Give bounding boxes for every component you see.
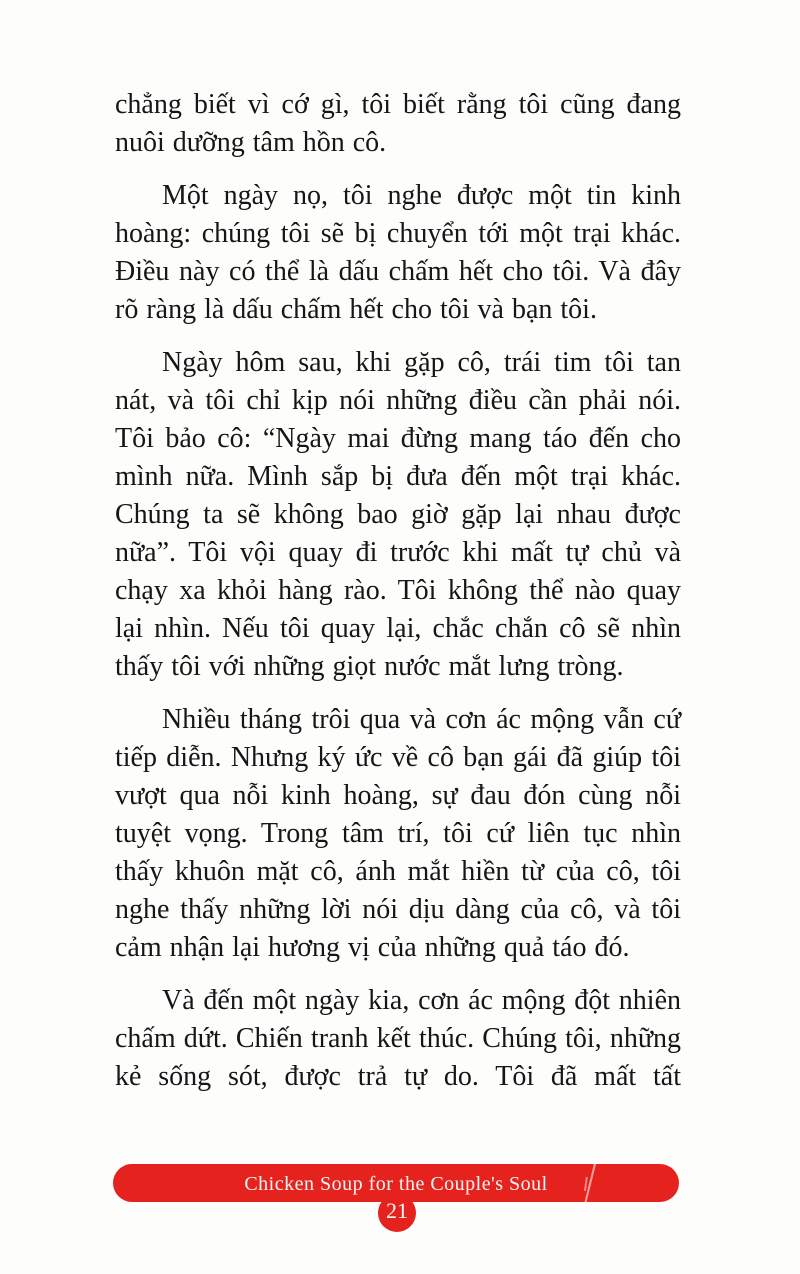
book-title: Chicken Soup for the Couple's Soul bbox=[244, 1172, 548, 1195]
page-number: 21 bbox=[386, 1198, 408, 1223]
page-number-badge bbox=[378, 1194, 416, 1232]
paragraph: Ngày hôm sau, khi gặp cô, trái tim tôi tan nát, và tôi chỉ kịp nói những điều cần phải nói. Tôi bảo cô: “Ngày mai đừng mang táo đến cho mình nữa. Mình sắp bị đưa đến một trại khác. Chúng ta sẽ không bao giờ gặp lại nhau được nữa”. Tôi vội quay đi trước khi mất tự chủ và chạy xa khỏi hàng rào. Tôi không thể nào quay lại nhìn. Nếu tôi quay lại, chắc chắn cô sẽ nhìn thấy tôi với những giọt nước mắt lưng tròng. bbox=[115, 347, 681, 682]
story-text bbox=[115, 86, 681, 1111]
paragraph: Nhiều tháng trôi qua và cơn ác mộng vẫn cứ tiếp diễn. Nhưng ký ức về cô bạn gái đã giúp tôi vượt qua nỗi kinh hoàng, sự đau đón cùng nỗi tuyệt vọng. Trong tâm trí, tôi cứ liên tục nhìn thấy khuôn mặt cô, ánh mắt hiền từ của cô, tôi nghe thấy những lời nói dịu dàng của cô, và tôi cảm nhận lại hương vị của những quả táo đó. bbox=[115, 704, 681, 963]
paragraph-continued: chẳng biết vì cớ gì, tôi biết rằng tôi cũng đang nuôi dưỡng tâm hồn cô. bbox=[115, 89, 681, 158]
paragraph: Và đến một ngày kia, cơn ác mộng đột nhiên chấm dứt. Chiến tranh kết thúc. Chúng tôi, những kẻ sống sót, được trả tự do. Tôi đã mất tất bbox=[115, 985, 681, 1092]
scan-crease-mark bbox=[583, 1164, 597, 1202]
paragraph: Một ngày nọ, tôi nghe được một tin kinh hoàng: chúng tôi sẽ bị chuyển tới một trại khác. Điều này có thể là dấu chấm hết cho tôi. Và đây rõ ràng là dấu chấm hết cho tôi và bạn tôi. bbox=[115, 180, 681, 325]
